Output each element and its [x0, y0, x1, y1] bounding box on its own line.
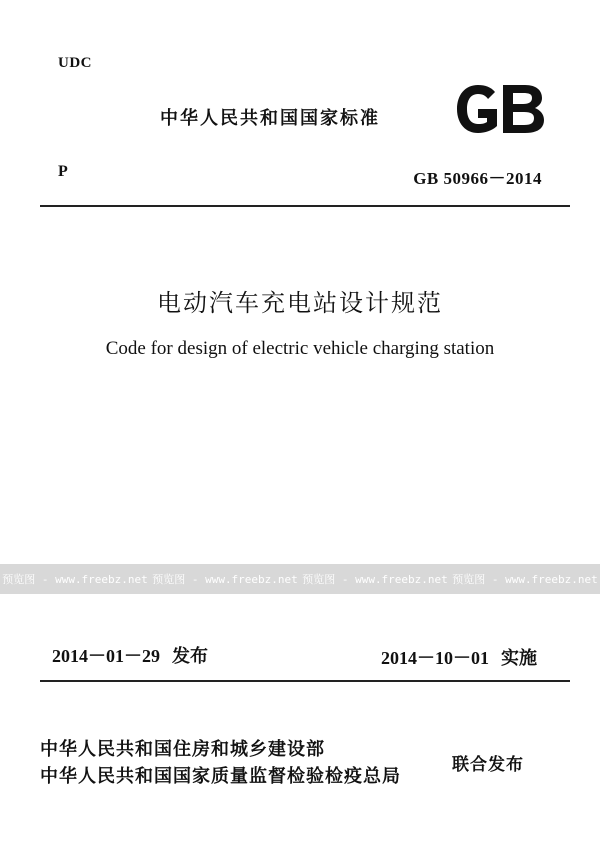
gb-logo	[453, 82, 545, 136]
implement-date-line	[381, 644, 537, 670]
watermark-text: 预览图 - www.freebz.net	[302, 573, 448, 586]
issue-date-line	[52, 642, 208, 668]
title-chinese: 电动汽车充电站设计规范	[157, 289, 443, 317]
category-label: P	[58, 163, 68, 180]
watermark-band	[0, 564, 600, 594]
gb-logo-mark	[453, 82, 545, 136]
issue-label: 发布	[172, 646, 208, 667]
bottom-divider	[40, 680, 570, 682]
watermark-text: 预览图 - www.freebz.net	[152, 573, 298, 586]
implement-date: 2014－10－01	[381, 648, 489, 668]
watermark-text: 预览图 - www.freebz.net	[452, 573, 598, 586]
top-divider	[40, 205, 570, 207]
udc-label: UDC	[58, 55, 92, 71]
issue-date: 2014－01－29	[52, 646, 160, 666]
national-standard-heading: 中华人民共和国国家标准	[160, 108, 380, 129]
watermark-text: 预览图 - www.freebz.net	[2, 573, 148, 586]
implement-label: 实施	[501, 648, 537, 669]
issuing-authority-2: 中华人民共和国国家质量监督检验检疫总局	[40, 766, 401, 787]
issuing-authority-1: 中华人民共和国住房和城乡建设部	[40, 739, 325, 760]
title-english: Code for design of electric vehicle charging station	[105, 338, 495, 359]
joint-issue-label: 联合发布	[452, 755, 524, 775]
standard-number: GB 50966－2014	[413, 169, 542, 188]
